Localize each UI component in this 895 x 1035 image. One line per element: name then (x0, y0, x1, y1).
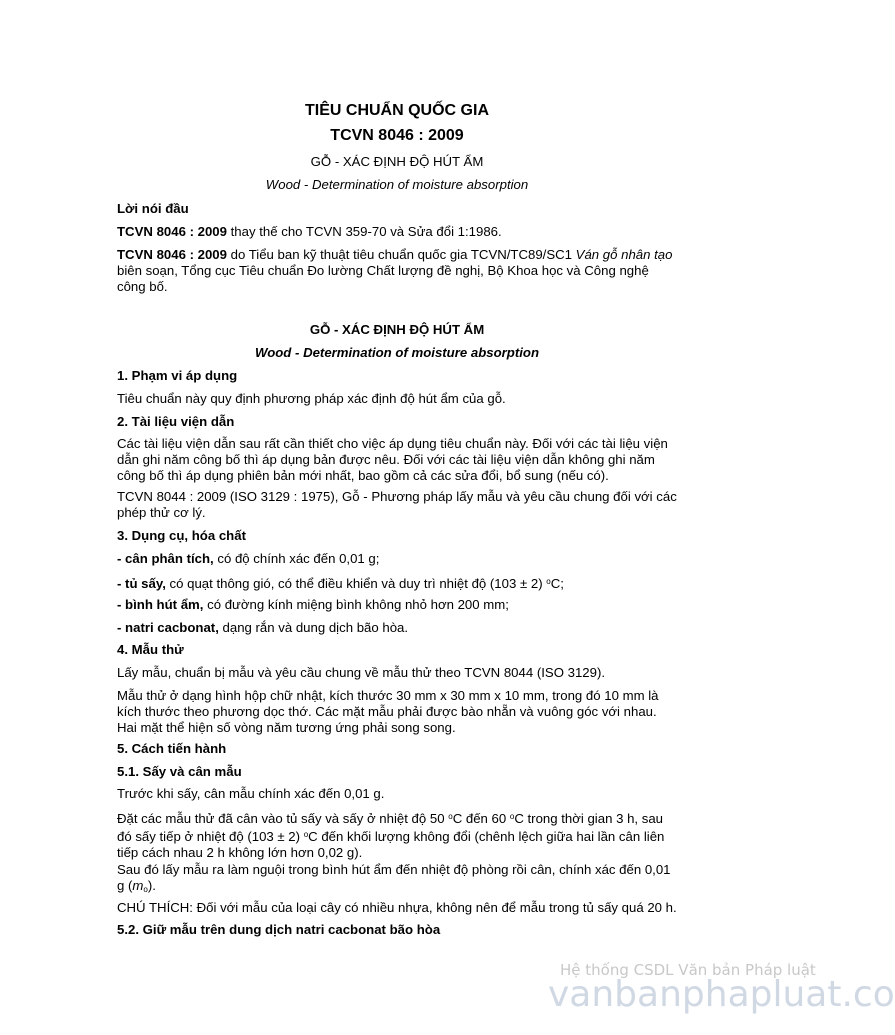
watermark-domain: vanbanphapluat.co (548, 974, 895, 1015)
standard-number: TCVN 8046 : 2009 (330, 127, 464, 144)
section-4-paragraph-1: Lấy mẫu, chuẩn bị mẫu và yêu cầu chung về mẫu thử theo TCVN 8044 (ISO 3129). (117, 665, 606, 680)
section-3-heading: 3. Dụng cụ, hóa chất (117, 528, 246, 543)
section-5-2-heading: 5.2. Giữ mẫu trên dung dịch natri cacbonat bão hòa (117, 922, 441, 937)
section-5-1-paragraph-2: Đặt các mẫu thử đã cân vào tủ sấy và sấy ở nhiệt độ 50 $^o$C đến 60 $^o$C trong thời gian 3 h, sau đó sấy tiếp ở nhiệt độ (103 ± 2) $^o$C đến khối lượng không đổi (chênh lệch giữa hai lần cân liên tiếp cách nhau 2 h không lớn hơn 0,02 g). (117, 811, 665, 860)
section-5-1-heading: 5.1. Sấy và cân mẫu (117, 764, 242, 779)
standard-title-en: Wood - Determination of moisture absorption (265, 177, 529, 192)
equipment-item-desiccator: - bình hút ẩm, có đường kính miệng bình không nhỏ hơn 200 mm; (117, 597, 509, 612)
standard-type-title: TIÊU CHUẨN QUỐC GIA (305, 102, 489, 119)
section-5-1-paragraph-1: Trước khi sấy, cân mẫu chính xác đến 0,01 g. (117, 786, 385, 801)
section-1-text: Tiêu chuẩn này quy định phương pháp xác định độ hút ẩm của gỗ. (117, 391, 506, 406)
equipment-item-oven: - tủ sấy, có quạt thông gió, có thể điều khiển và duy trì nhiệt độ (103 ± 2) $^o$C; (117, 576, 564, 591)
section-5-heading: 5. Cách tiến hành (117, 741, 227, 756)
body-title-vi: GỖ - XÁC ĐỊNH ĐỘ HÚT ẨM (309, 322, 485, 337)
section-5-1-note: CHÚ THÍCH: Đối với mẫu của loại cây có nhiều nhựa, không nên để mẫu trong tủ sấy quá 20 h. (117, 900, 677, 915)
section-2-heading: 2. Tài liệu viện dẫn (117, 414, 235, 429)
foreword-paragraph-2: TCVN 8046 : 2009 do Tiểu ban kỹ thuật tiêu chuẩn quốc gia TCVN/TC89/SC1 Ván gỗ nhân tạo biên soạn, Tổng cục Tiêu chuẩn Đo lường Chất lượng đề nghị, Bộ Khoa học và Công nghệ công bố. (117, 247, 673, 294)
equipment-item-sodium-carbonate: - natri cacbonat, dạng rắn và dung dịch bão hòa. (117, 620, 409, 635)
foreword-heading: Lời nói đầu (117, 201, 189, 216)
standard-title-vi: GỖ - XÁC ĐỊNH ĐỘ HÚT ẨM (310, 154, 484, 169)
section-4-paragraph-2: Mẫu thử ở dạng hình hộp chữ nhật, kích thước 30 mm x 30 mm x 10 mm, trong đó 10 mm là kích thước theo phương dọc thớ. Các mặt mẫu phải được bào nhẵn và vuông góc với nhau. Hai mặt thể hiện số vòng năm tương ứng phải song song. (117, 688, 659, 735)
foreword-paragraph-1: TCVN 8046 : 2009 thay thế cho TCVN 359-70 và Sửa đổi 1:1986. (117, 224, 502, 239)
section-1-heading: 1. Phạm vi áp dụng (117, 368, 238, 383)
body-title-en: Wood - Determination of moisture absorption (254, 345, 540, 360)
watermark-caption: Hệ thống CSDL Văn bản Pháp luật (560, 961, 816, 979)
section-4-heading: 4. Mẫu thử (117, 642, 184, 657)
section-2-paragraph-2: TCVN 8044 : 2009 (ISO 3129 : 1975), Gỗ - Phương pháp lấy mẫu và yêu cầu chung đối với các phép thử cơ lý. (117, 489, 677, 520)
section-2-paragraph-1: Các tài liệu viện dẫn sau rất cần thiết cho việc áp dụng tiêu chuẩn này. Đối với các tài liệu viện dẫn ghi năm công bố thì áp dụng bản được nêu. Đối với các tài liệu viện dẫn không ghi năm công bố thì áp dụng phiên bản mới nhất, bao gồm cả các sửa đổi, bổ sung (nếu có). (117, 436, 668, 483)
equipment-item-balance: - cân phân tích, có độ chính xác đến 0,01 g; (117, 551, 380, 566)
section-5-1-paragraph-3: Sau đó lấy mẫu ra làm nguội trong bình hút ẩm đến nhiệt độ phòng rồi cân, chính xác đến 0,01 g $(m_o)$. (117, 862, 671, 894)
